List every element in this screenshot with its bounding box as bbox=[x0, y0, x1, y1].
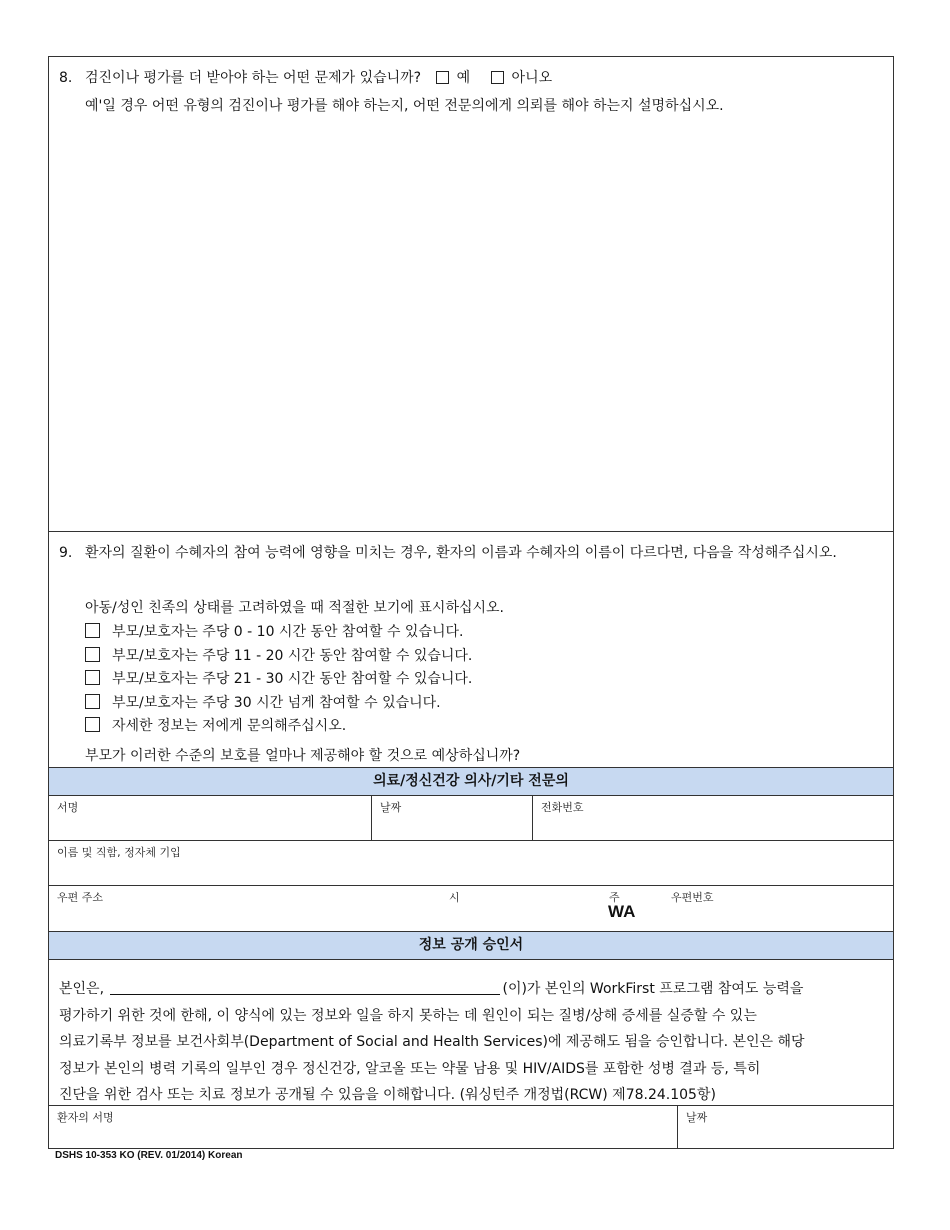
care-option-label: 자세한 정보는 저에게 문의해주십시오. bbox=[112, 718, 347, 734]
question-8-instruction: 예'일 경우 어떤 유형의 검진이나 평가를 해야 하는지, 어떤 전문의에게 의뢰를 해야 하는지 설명하십시오. bbox=[85, 98, 724, 114]
provider-zip-field[interactable] bbox=[663, 886, 863, 931]
provider-section-header: 의료/정신건강 의사/기타 전문의 bbox=[49, 767, 893, 796]
name-title-label: 이름 및 직함, 정자체 기입 bbox=[57, 846, 181, 859]
provider-signature-field[interactable] bbox=[49, 796, 371, 840]
authorization-line-1: (이)가 본인의 WorkFirst 프로그램 참여도 능력을 bbox=[502, 981, 804, 997]
question-9-number: 9. bbox=[59, 545, 73, 561]
state-value: WA bbox=[608, 902, 636, 921]
question-8-number: 8. bbox=[59, 70, 73, 86]
question-9-section bbox=[49, 531, 893, 767]
question-8-line bbox=[59, 67, 552, 87]
care-option-checkbox[interactable] bbox=[85, 694, 100, 709]
care-option bbox=[85, 645, 472, 669]
q8-no-label: 아니오 bbox=[511, 70, 553, 86]
question-9-heading bbox=[59, 541, 859, 565]
question-9-intro: 아동/성인 친족의 상태를 고려하였을 때 적절한 보기에 표시하십시오. bbox=[85, 600, 504, 616]
authorization-line-2: 평가하기 위한 것에 한해, 이 양식에 있는 정보와 일을 하지 못하는 데 원인이 되는 질병/상해 증세를 실증할 수 있는 bbox=[59, 1007, 757, 1024]
care-option-label: 부모/보호자는 주당 21 - 30 시간 동안 참여할 수 있습니다. bbox=[112, 671, 473, 687]
care-option-label: 부모/보호자는 주당 11 - 20 시간 동안 참여할 수 있습니다. bbox=[112, 647, 473, 664]
city-label: 시 bbox=[449, 891, 460, 904]
q8-no-checkbox[interactable] bbox=[491, 71, 504, 84]
care-option-checkbox[interactable] bbox=[85, 647, 100, 662]
question-9-text: 환자의 질환이 수혜자의 참여 능력에 영향을 미치는 경우, 환자의 이름과 수혜자의 이름이 다르다면, 다음을 작성해주십시오. bbox=[85, 545, 837, 561]
form-footer: DSHS 10-353 KO (REV. 01/2014) Korean bbox=[55, 1150, 243, 1161]
q8-yes-label: 예 bbox=[456, 70, 471, 86]
care-option-checkbox[interactable] bbox=[85, 670, 100, 685]
care-option bbox=[85, 715, 472, 739]
q8-yes-checkbox[interactable] bbox=[436, 71, 449, 84]
question-8-text: 검진이나 평가를 더 받아야 하는 어떤 문제가 있습니까? bbox=[85, 70, 422, 86]
authorization-line bbox=[59, 976, 884, 1003]
provider-name-title-field[interactable] bbox=[49, 841, 893, 885]
provider-city-field[interactable] bbox=[441, 886, 601, 931]
care-option bbox=[85, 692, 472, 716]
address-label: 우편 주소 bbox=[57, 891, 104, 904]
patient-date-label: 날짜 bbox=[686, 1111, 708, 1124]
date-label: 날짜 bbox=[380, 801, 402, 814]
care-option bbox=[85, 668, 472, 692]
care-expectation-question: 부모가 이러한 수준의 보호를 얼마나 제공해야 할 것으로 예상하십니까? bbox=[85, 748, 521, 764]
care-option-label: 부모/보호자는 주당 0 - 10 시간 동안 참여할 수 있습니다. bbox=[112, 624, 464, 640]
patient-signature-label: 환자의 서명 bbox=[57, 1111, 114, 1124]
signature-label: 서명 bbox=[57, 801, 79, 814]
zip-label: 우편번호 bbox=[671, 891, 714, 904]
patient-signature-field[interactable] bbox=[49, 1106, 677, 1150]
provider-address-field[interactable] bbox=[49, 886, 439, 931]
authorization-line-3: 의료기록부 정보를 보건사회부(Department of Social and Health Services)에 제공해도 됨을 승인합니다. 본인은 해당 bbox=[59, 1034, 805, 1050]
patient-date-field[interactable] bbox=[678, 1106, 894, 1150]
form-page bbox=[48, 56, 894, 1149]
question-8-section bbox=[49, 57, 893, 532]
state-label: 주 bbox=[609, 891, 620, 904]
q8-answer-area[interactable] bbox=[85, 127, 881, 523]
care-option-checkbox[interactable] bbox=[85, 717, 100, 732]
authorization-section-header: 정보 공개 승인서 bbox=[49, 931, 893, 960]
phone-label: 전화번호 bbox=[541, 801, 584, 814]
care-option bbox=[85, 621, 472, 645]
authorization-text bbox=[59, 976, 884, 1109]
authorization-prefix: 본인은, bbox=[59, 981, 105, 997]
provider-date-field[interactable] bbox=[372, 796, 532, 840]
authorization-line-5: 진단을 위한 검사 또는 치료 정보가 공개될 수 있음을 이해합니다. (워싱턴주 개정법(RCW) 제78.24.105항) bbox=[59, 1087, 716, 1103]
provider-phone-field[interactable] bbox=[533, 796, 895, 840]
care-option-checkbox[interactable] bbox=[85, 623, 100, 638]
care-level-options bbox=[85, 621, 472, 739]
authorized-party-input[interactable] bbox=[110, 979, 500, 995]
authorization-line-4: 정보가 본인의 병력 기록의 일부인 경우 정신건강, 알코올 또는 약물 남용 및 HIV/AIDS를 포함한 성병 결과 등, 특히 bbox=[59, 1060, 761, 1077]
care-option-label: 부모/보호자는 주당 30 시간 넘게 참여할 수 있습니다. bbox=[112, 694, 441, 711]
